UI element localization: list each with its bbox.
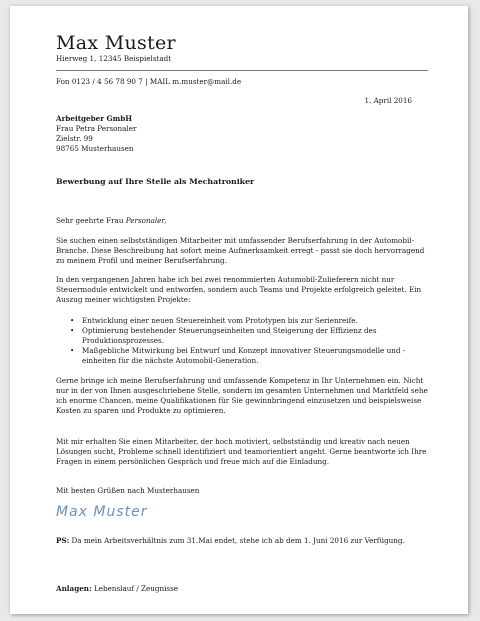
sender-address: Hierweg 1, 12345 Beispielstadt xyxy=(56,54,172,63)
letter-date: 1. April 2016 xyxy=(364,96,412,105)
recipient-city: 98765 Musterhausen xyxy=(56,144,134,153)
paragraph-2-text: In den vergangenen Jahren habe ich bei zwei renommierten Automobil-Zulieferern nicht nur Steuermodule entwickelt und entworfen, sondern auch Teams und Projekte erfolgreich geleitet. Ein Auszug meiner wichtigsten Projekte: xyxy=(56,275,422,304)
postscript xyxy=(56,536,428,546)
signature: Max Muster xyxy=(56,504,148,520)
salutation-prefix: Sehr geehrte Frau xyxy=(56,216,126,225)
paragraph-2 xyxy=(56,275,428,305)
sender-contact: Fon 0123 / 4 56 78 90 7 | MAIL m.muster@mail.de xyxy=(56,77,242,86)
recipient-street: Zielstr. 99 xyxy=(56,134,93,143)
recipient-block xyxy=(56,114,136,154)
ps-text: Da mein Arbeitsverhältnis zum 31.Mai endet, stehe ich ab dem 1. Juni 2016 zur Verfügung. xyxy=(69,536,405,545)
list-item: • Optimierung bestehender Steuerungseinheiten und Steigerung der Effizienz des Produktionsprozesses. xyxy=(70,326,428,346)
paragraph-3-text: Gerne bringe ich meine Berufserfahrung und umfassende Kompetenz in Ihr Unternehmen ein. Nicht nur in der von Ihnen ausgeschriebene Stelle, sondern im gesamten Unternehmen und Marktfeld sehe ich enorme Chancen, meine Qualifikationen für Sie gewinnbringend einzusetzen und beispielsweise Kosten zu sparen und Produkte zu optimieren. xyxy=(56,376,428,415)
sender-name: Max Muster xyxy=(56,32,176,54)
paragraph-4 xyxy=(56,437,428,467)
list-item: • Entwicklung einer neuen Steuereinheit vom Prototypen bis zur Serienreife. xyxy=(70,316,428,326)
paragraph-1-text: Sie suchen einen selbstständigen Mitarbeiter mit umfassender Berufserfahrung in der Automobil-Branche. Diese Beschreibung hat sofort meine Aufmerksamkeit erregt - passt sie doch hervorragend zu meinem Profil und meiner Berufserfahrung. xyxy=(56,236,425,265)
letter-subject: Bewerbung auf Ihre Stelle als Mechatroniker xyxy=(56,177,255,186)
paragraph-4-text: Mit mir erhalten Sie einen Mitarbeiter, der hoch motiviert, selbstständig und kreativ nach neuen Lösungen sucht, Probleme schnell identifiziert und teamorientiert angeht. Gerne beantworte ich Ihre Fragen in einem persönlichen Gespräch und freue mich auf die Einladung. xyxy=(56,437,427,466)
recipient-person: Frau Petra Personaler xyxy=(56,124,137,133)
header-divider xyxy=(56,70,428,71)
salutation xyxy=(56,216,428,226)
paragraph-3 xyxy=(56,376,428,416)
project-list xyxy=(56,316,428,366)
closing xyxy=(56,486,428,496)
closing-text: Mit besten Grüßen nach Musterhausen xyxy=(56,486,200,495)
attachments xyxy=(56,584,428,594)
attachments-text: Lebenslauf / Zeugnisse xyxy=(91,584,179,593)
salutation-name: Personaler, xyxy=(125,216,167,225)
list-item: • Maßgebliche Mitwirkung bei Entwurf und Konzept innovativer Steuerungsmodelle und -einheiten für die nächste Automobil-Generation. xyxy=(70,346,428,366)
recipient-company: Arbeitgeber GmbH xyxy=(56,114,133,123)
attachments-label: Anlagen: xyxy=(56,584,92,593)
letter-page xyxy=(10,6,468,614)
paragraph-1 xyxy=(56,236,428,266)
ps-label: PS: xyxy=(56,536,70,545)
